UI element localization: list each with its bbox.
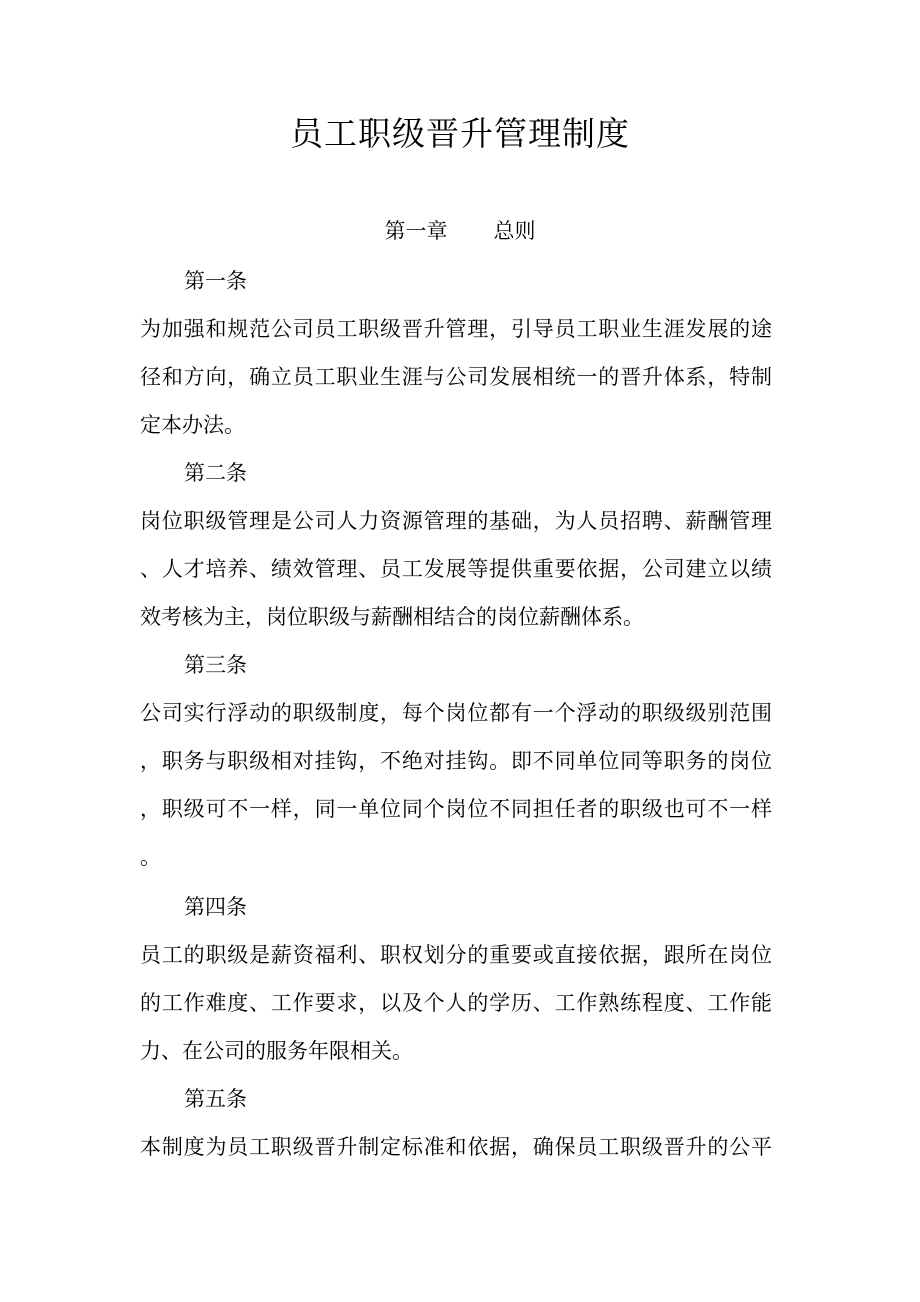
chapter-name: 总则 bbox=[493, 219, 536, 243]
article-3-body bbox=[140, 697, 772, 889]
article-1-body bbox=[140, 313, 772, 457]
article-2-line-3: 效考核为主，岗位职级与薪酬相结合的岗位薪酬体系。 bbox=[140, 605, 644, 629]
article-5-label: 第五条 bbox=[184, 1087, 247, 1111]
article-4-line-1: 员工的职级是薪资福利、职权划分的重要或直接依据，跟所在岗位 bbox=[140, 943, 772, 967]
article-5-body bbox=[140, 1131, 772, 1179]
article-2-label: 第二条 bbox=[184, 461, 247, 485]
chapter-number: 第一章 bbox=[384, 219, 448, 243]
article-4-line-3: 力、在公司的服务年限相关。 bbox=[140, 1039, 413, 1063]
article-3-line-3: ，职级可不一样，同一单位同个岗位不同担任者的职级也可不一样 bbox=[140, 797, 772, 821]
article-4-body bbox=[140, 939, 772, 1083]
article-1-line-2: 径和方向，确立员工职业生涯与公司发展相统一的晋升体系，特制 bbox=[140, 365, 772, 389]
chapter-heading bbox=[0, 215, 920, 247]
article-2-line-2: 、人才培养、绩效管理、员工发展等提供重要依据，公司建立以绩 bbox=[140, 557, 772, 581]
article-3-line-4: 。 bbox=[140, 845, 161, 869]
article-2-line-1: 岗位职级管理是公司人力资源管理的基础，为人员招聘、薪酬管理 bbox=[140, 509, 772, 533]
document-title: 员工职级晋升管理制度 bbox=[290, 114, 630, 153]
article-4-label: 第四条 bbox=[184, 895, 247, 919]
article-3-label: 第三条 bbox=[184, 653, 247, 677]
article-1-line-3: 定本办法。 bbox=[140, 413, 245, 437]
article-1-label: 第一条 bbox=[184, 269, 247, 293]
article-1-line-1: 为加强和规范公司员工职级晋升管理，引导员工职业生涯发展的途 bbox=[140, 317, 772, 341]
article-3-line-2: ，职务与职级相对挂钩，不绝对挂钩。即不同单位同等职务的岗位 bbox=[140, 749, 772, 773]
article-2-body bbox=[140, 505, 772, 649]
article-3-line-1: 公司实行浮动的职级制度，每个岗位都有一个浮动的职级级别范围 bbox=[140, 701, 772, 725]
article-5-line-1: 本制度为员工职级晋升制定标准和依据，确保员工职级晋升的公平 bbox=[140, 1135, 772, 1159]
article-4-line-2: 的工作难度、工作要求，以及个人的学历、工作熟练程度、工作能 bbox=[140, 991, 772, 1015]
